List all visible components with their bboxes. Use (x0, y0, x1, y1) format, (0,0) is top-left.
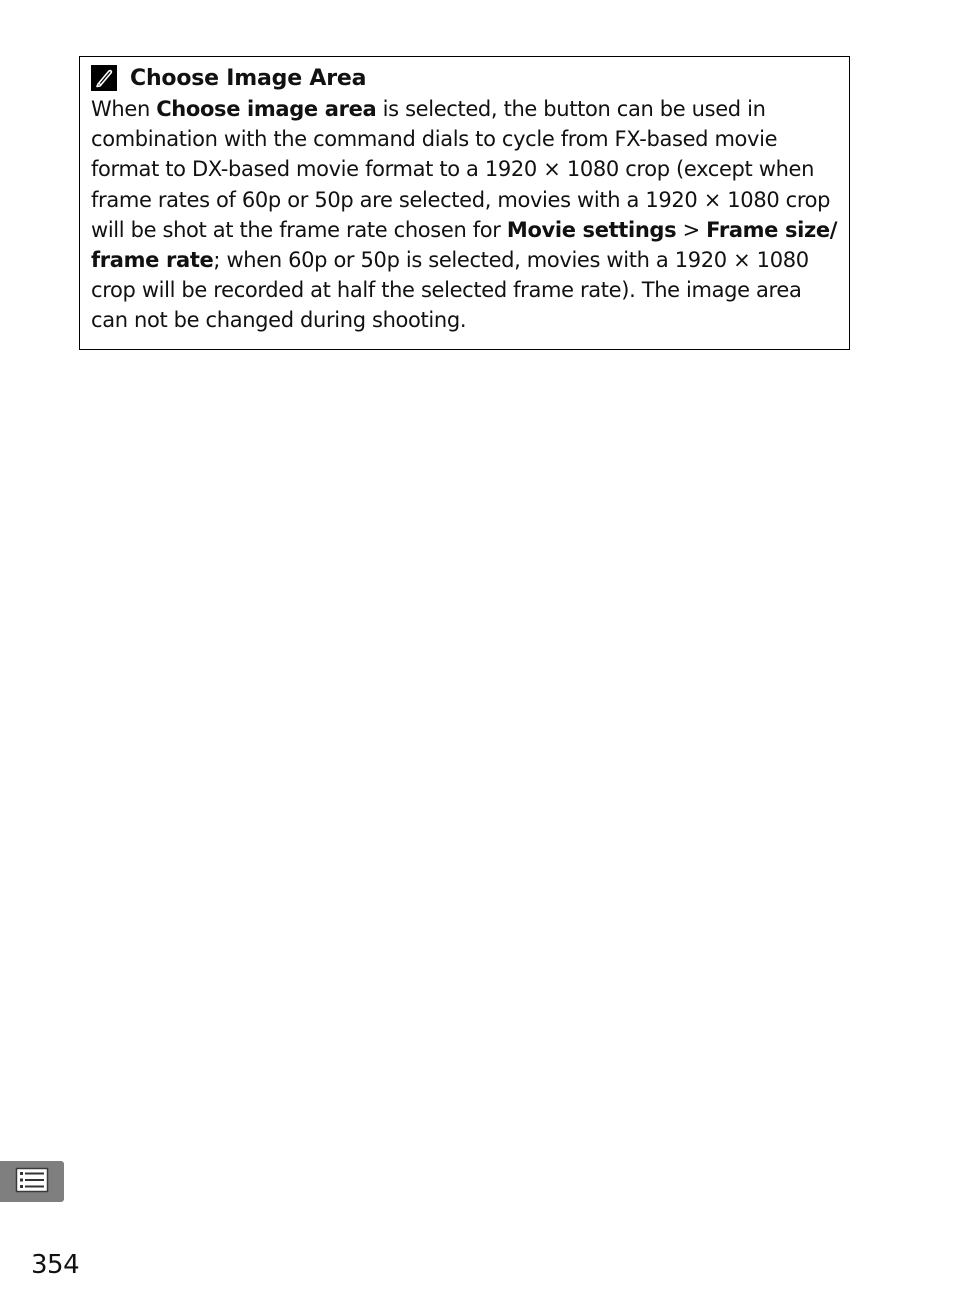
menu-list-icon (15, 1167, 49, 1197)
note-body (91, 94, 839, 336)
body-text-2: ; when 60p or 50p is selected, movies with a 1920 × 1080 crop will be recorded at half the selected frame rate). The image area can not be changed during shooting. (91, 248, 809, 333)
pencil-icon (91, 65, 117, 91)
term-movie-settings: Movie settings (506, 217, 677, 242)
body-intro: When (91, 97, 157, 121)
page-number: 354 (31, 1250, 80, 1280)
section-tab[interactable] (0, 1161, 64, 1202)
note-title: Choose Image Area (130, 65, 367, 91)
menu-path-separator: > (676, 217, 707, 242)
note-box (79, 56, 850, 350)
term-frame-size-rate: Frame size/ frame rate (91, 217, 838, 273)
note-heading (91, 63, 839, 93)
term-choose-image-area: Choose image area (156, 97, 377, 121)
body-text-1: is selected, the button can be used in combination with the command dials to cycle from FX-based movie format to DX-based movie format to a 1920 × 1080 crop (except when frame rates of 60p or 50p are selected, movies with a 1920 × 1080 crop will be shot at the frame rate chosen for (91, 97, 831, 242)
